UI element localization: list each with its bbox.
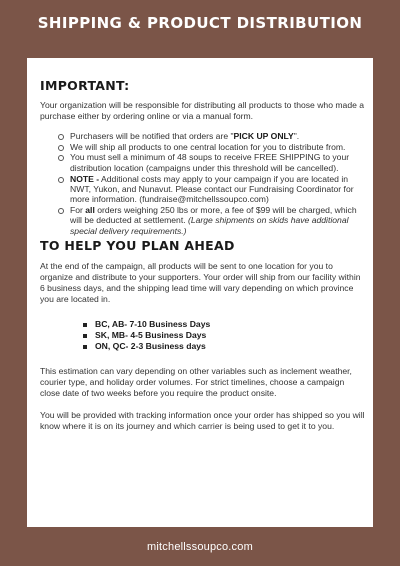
skid-note: (Large shipments on skids have additional special delivery requirements.) <box>70 215 349 236</box>
list-item <box>58 205 365 236</box>
plan-heading: TO HELP YOU PLAN AHEAD <box>40 238 235 254</box>
important-heading: IMPORTANT: <box>40 78 130 93</box>
text: You must sell a minimum of 48 soups to receive FREE SHIPPING to your distribution location (campaigns under this threshold will be cancelled). <box>70 152 350 173</box>
text: Additional costs may apply to your campaign if you are located in NWT, Yukon, and Nunavut. Please contact our Fundraising Coordinator for more information. (fundraise@mitchellssoupco.com) <box>70 173 354 205</box>
region-sk-mb: SK, MB- 4-5 Business Days <box>83 330 365 341</box>
estimate-paragraph: This estimation can vary depending on other variables such as inclement weather, courier type, and holiday order volumes. For strict timelines, choose a campaign close date of two weeks before you require the product onsite. <box>40 366 352 399</box>
plan-intro: At the end of the campaign, all products will be sent to one location for you to organize and distribute to your supporters. Your order will ship from our facility within 6 business days, and the shipping lead time will vary depending on which province you are located in. <box>40 261 361 305</box>
text: orders weighing 250 lbs or more, a fee of $99 will be charged, which will be deducted at settlement. <box>70 205 357 226</box>
text: ". <box>293 131 300 141</box>
text: We will ship all products to one central location for you to distribute from. <box>70 141 346 152</box>
all-text: all <box>85 205 95 216</box>
text: Purchasers will be notified that orders are " <box>70 131 234 141</box>
region-on-qc: ON, QC- 2-3 Business days <box>83 341 365 352</box>
page-title: SHIPPING & PRODUCT DISTRIBUTION <box>37 14 363 32</box>
document-body <box>40 78 365 432</box>
pickup-only-text: PICK UP ONLY <box>233 131 294 141</box>
header-bar <box>0 0 400 58</box>
important-list <box>40 131 365 236</box>
note-label: NOTE - <box>70 173 100 184</box>
content-panel <box>27 58 373 527</box>
important-intro: Your organization will be responsible for distributing all products to those who made a purchase either by ordering online or via a manual form. <box>40 100 365 121</box>
shipping-times-list <box>40 319 365 352</box>
tracking-paragraph: You will be provided with tracking information once your order has shipped so you will know where it is on its journey and which carrier is being used to get it to you. <box>40 410 365 432</box>
list-item <box>58 152 365 173</box>
text: For <box>70 205 86 216</box>
list-item <box>58 174 365 205</box>
website-url: mitchellssoupco.com <box>147 540 253 553</box>
list-item <box>58 142 365 152</box>
footer-bar <box>0 527 400 566</box>
region-bc-ab: BC, AB- 7-10 Business Days <box>83 319 365 330</box>
list-item <box>58 131 365 141</box>
